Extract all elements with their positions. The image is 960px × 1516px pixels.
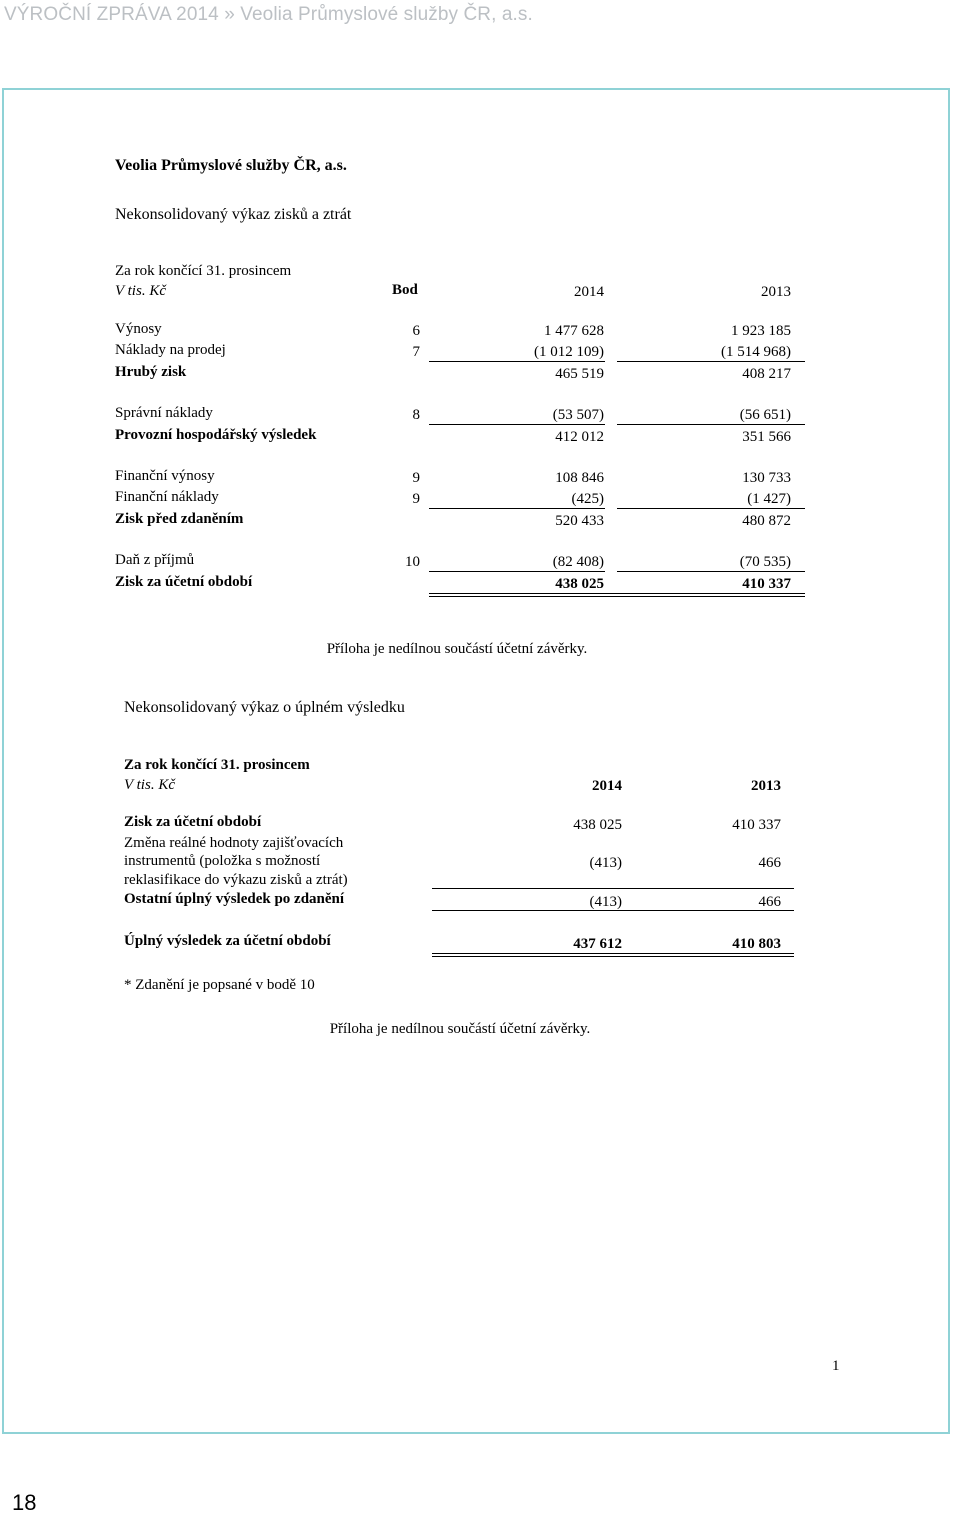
row-2014-gross-profit: 465 519: [555, 366, 604, 382]
inner-page-number: 1: [832, 1358, 840, 1374]
s2-2013-hedge: 466: [758, 855, 781, 871]
s2-2014-net-profit: 438 025: [573, 817, 622, 833]
s2-2014-hedge: (413): [589, 855, 622, 871]
row-label-financial-costs: Finanční náklady: [115, 489, 219, 505]
underline-2014: [429, 424, 605, 425]
attachment-note-2: Příloha je nedílnou součástí účetní závěrky.: [329, 1021, 591, 1037]
statement2-period: Za rok končící 31. prosincem: [124, 757, 310, 773]
col-header-note: Bod: [392, 282, 418, 298]
row-2013-income-tax: (70 535): [739, 554, 791, 570]
statement2-col-2014: 2014: [592, 778, 622, 794]
row-label-revenue: Výnosy: [115, 321, 162, 337]
underline-2014: [429, 508, 605, 509]
row-2014-financial-costs: (425): [571, 491, 604, 507]
company-name: Veolia Průmyslové služby ČR, a.s.: [115, 157, 347, 174]
page-number: 18: [12, 1490, 37, 1515]
row-label-gross-profit: Hrubý zisk: [115, 364, 187, 380]
s2-label-hedge-line3: reklasifikace do výkazu zisků a ztrát): [124, 872, 348, 888]
s2-label-oci: Ostatní úplný výsledek po zdanění: [124, 891, 345, 907]
row-label-admin-costs: Správní náklady: [115, 405, 213, 421]
tax-footnote: * Zdanění je popsané v bodě 10: [124, 977, 315, 993]
row-2014-profit-before-tax: 520 433: [555, 513, 604, 529]
row-2014-operating-result: 412 012: [555, 429, 604, 445]
s2-double-underline-top: [432, 953, 794, 954]
row-2013-financial-income: 130 733: [742, 470, 791, 486]
s2-2014-total-comprehensive: 437 612: [573, 936, 622, 952]
s2-label-total-comprehensive: Úplný výsledek za účetní období: [124, 933, 331, 949]
row-2013-admin-costs: (56 651): [739, 407, 791, 423]
s2-2013-total-comprehensive: 410 803: [732, 936, 781, 952]
col-header-2014: 2014: [574, 284, 604, 300]
double-underline-bottom: [429, 596, 805, 597]
s2-underline: [432, 910, 794, 911]
s2-2013-net-profit: 410 337: [732, 817, 781, 833]
row-2014-cost-of-sales: (1 012 109): [534, 344, 604, 360]
s2-2013-oci: 466: [758, 894, 781, 910]
double-underline-top: [429, 593, 805, 594]
statement1-period: Za rok končící 31. prosincem: [115, 263, 292, 279]
row-2013-gross-profit: 408 217: [742, 366, 791, 382]
row-note-admin-costs: 8: [412, 407, 420, 423]
underline-2013: [617, 508, 805, 509]
statement2-title: Nekonsolidovaný výkaz o úplném výsledku: [124, 699, 405, 716]
s2-double-underline-bottom: [432, 956, 794, 957]
underline-2013: [617, 361, 805, 362]
row-2013-operating-result: 351 566: [742, 429, 791, 445]
underline-2014: [429, 361, 605, 362]
col-header-2013: 2013: [761, 284, 791, 300]
statement1-title: Nekonsolidovaný výkaz zisků a ztrát: [115, 206, 352, 223]
row-label-financial-income: Finanční výnosy: [115, 468, 215, 484]
row-2013-net-profit: 410 337: [742, 576, 791, 592]
s2-label-hedge-line2: instrumentů (položka s možností: [124, 853, 321, 869]
row-label-operating-result: Provozní hospodářský výsledek: [115, 427, 317, 443]
statement1-unit: V tis. Kč: [115, 283, 166, 299]
s2-underline: [432, 888, 794, 889]
underline-2013: [617, 424, 805, 425]
row-label-profit-before-tax: Zisk před zdaněním: [115, 511, 244, 527]
attachment-note-1: Příloha je nedílnou součástí účetní závěrky.: [326, 641, 588, 657]
statement2-unit: V tis. Kč: [124, 777, 175, 793]
row-note-cost-of-sales: 7: [412, 344, 420, 360]
row-label-net-profit: Zisk za účetní období: [115, 574, 253, 590]
row-label-income-tax: Daň z příjmů: [115, 552, 195, 568]
row-2013-revenue: 1 923 185: [731, 323, 791, 339]
row-note-revenue: 6: [412, 323, 420, 339]
underline-2014: [429, 571, 605, 572]
underline-2013: [617, 571, 805, 572]
row-2014-net-profit: 438 025: [555, 576, 604, 592]
row-2013-financial-costs: (1 427): [747, 491, 791, 507]
row-2014-financial-income: 108 846: [555, 470, 604, 486]
s2-label-hedge-line1: Změna reálné hodnoty zajišťovacích: [124, 835, 344, 851]
row-2014-admin-costs: (53 507): [552, 407, 604, 423]
report-header: VÝROČNÍ ZPRÁVA 2014 » Veolia Průmyslové služby ČR, a.s.: [4, 4, 533, 25]
row-note-financial-income: 9: [412, 470, 420, 486]
row-2013-profit-before-tax: 480 872: [742, 513, 791, 529]
row-note-income-tax: 10: [405, 554, 420, 570]
s2-label-net-profit: Zisk za účetní období: [124, 814, 262, 830]
row-2014-revenue: 1 477 628: [544, 323, 604, 339]
row-2013-cost-of-sales: (1 514 968): [721, 344, 791, 360]
row-label-cost-of-sales: Náklady na prodej: [115, 342, 226, 358]
s2-2014-oci: (413): [589, 894, 622, 910]
statement2-col-2013: 2013: [751, 778, 781, 794]
row-2014-income-tax: (82 408): [552, 554, 604, 570]
row-note-financial-costs: 9: [412, 491, 420, 507]
